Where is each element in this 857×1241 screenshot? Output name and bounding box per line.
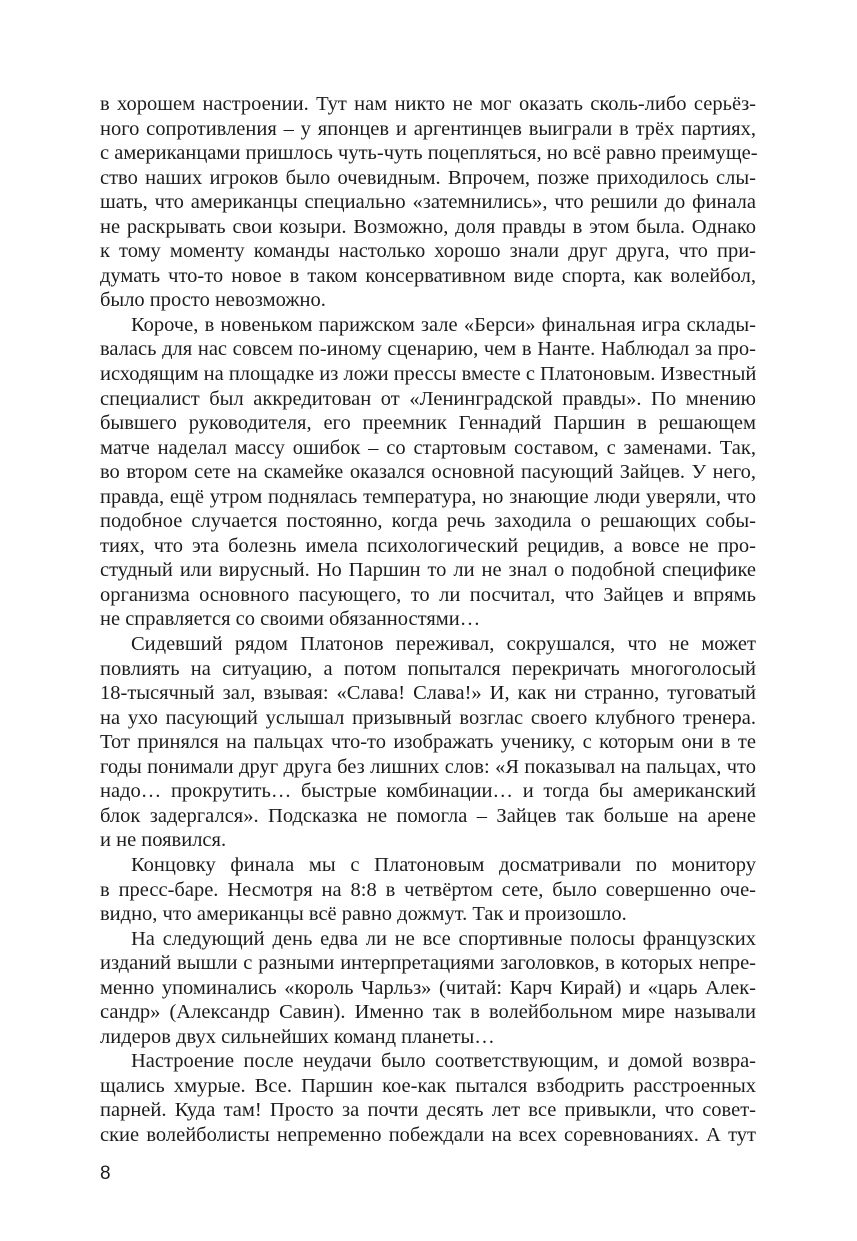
text-line: парней. Куда там! Просто за почти десять лет все привыкли, что совет-: [100, 1099, 756, 1122]
text-line: валась для нас совсем по-иному сценарию, чем в Нанте. Наблюдал за про-: [100, 338, 756, 361]
text-line: Сидевший рядом Платонов переживал, сокрушался, что не может: [131, 633, 756, 656]
text-line: На следующий день едва ли не все спортивные полосы французских: [131, 927, 756, 950]
text-line: не раскрывать свои козыри. Возможно, доля правды в этом была. Однако: [100, 215, 756, 238]
text-line: правда, ещё утром поднялась температура, но знающие люди уверяли, что: [100, 485, 756, 508]
text-line: к тому моменту команды настолько хорошо знали друг друга, что при-: [100, 240, 756, 263]
text-line: Короче, в новеньком парижском зале «Берси» финальная игра склады-: [131, 313, 756, 336]
text-line: студный или вирусный. Но Паршин то ли не знал о подобной специфике: [100, 559, 756, 582]
text-line: в хорошем настроении. Тут нам никто не мог оказать сколь-либо серьёз-: [100, 93, 756, 115]
text-line: Настроение после неудачи было соответствующим, и домой возвра-: [131, 1050, 756, 1073]
text-line: шать, что американцы специально «затемнились», что решили до финала: [100, 191, 756, 214]
text-line: во втором сете на скамейке оказался основной пасующий Зайцев. У него,: [100, 461, 756, 484]
text-line: лидеров двух сильнейших команд планеты…: [100, 1025, 495, 1048]
page-number: 8: [100, 1163, 111, 1184]
text-line: думать что-то новое в таком консервативном виде спорта, как волейбол,: [100, 264, 756, 287]
text-line: щались хмурые. Все. Паршин кое-как пытался взбодрить расстроенных: [100, 1074, 756, 1097]
text-line: сандр» (Александр Савин). Именно так в волейбольном мире называли: [100, 1001, 756, 1024]
text-line: бывшего руководителя, его преемник Геннадий Паршин в решающем: [100, 412, 756, 435]
text-line: специалист был аккредитован от «Ленинградской правды». По мнению: [100, 387, 756, 410]
text-line: ские волейболисты непременно побеждали на всех соревнованиях. А тут: [100, 1123, 756, 1146]
text-line: менно упоминались «король Чарльз» (читай: Карч Кирай) и «царь Алек-: [100, 976, 756, 999]
text-line: с американцами пришлось чуть-чуть поцепляться, но всё равно преимуще-: [100, 142, 758, 165]
text-line: видно, что американцы всё равно дожмут. Так и произошло.: [100, 903, 627, 926]
text-line: подобное случается постоянно, когда речь заходила о решающих собы-: [100, 510, 756, 533]
text-line: ство наших игроков было очевидным. Впрочем, позже приходилось слы-: [100, 166, 756, 189]
text-line: изданий вышли с разными интерпретациями заголовков, в которых непре-: [100, 952, 756, 975]
text-line: блок задергался». Подсказка не помогла – Зайцев так больше на арене: [100, 804, 756, 827]
text-line: на ухо пасующий услышал призывный возглас своего клубного тренера.: [100, 706, 756, 729]
text-line: было просто невозможно.: [100, 289, 326, 312]
text-line: организма основного пасующего, то ли посчитал, что Зайцев и впрямь: [100, 583, 756, 606]
body-text: [100, 92, 756, 1148]
text-line: надо… прокрутить… быстрые комбинации… и тогда бы американский: [100, 780, 756, 803]
text-line: повлиять на ситуацию, а потом попытался перекричать многоголосый: [100, 657, 756, 680]
text-line: матче наделал массу ошибок – со стартовым составом, с заменами. Так,: [100, 436, 756, 459]
text-line: годы понимали друг друга без лишних слов: «Я показывал на пальцах, что: [100, 755, 756, 778]
text-line: Концовку финала мы с Платоновым досматривали по монитору: [131, 853, 756, 876]
text-line: исходящим на площадке из ложи прессы вместе с Платоновым. Известный: [100, 363, 757, 386]
text-line: ного сопротивления – у японцев и аргентинцев выиграли в трёх партиях,: [100, 117, 756, 140]
text-line: и не появился.: [100, 829, 227, 852]
text-line: тиях, что эта болезнь имела психологический рецидив, а вовсе не про-: [100, 534, 756, 557]
text-line: в пресс-баре. Несмотря на 8:8 в четвёртом сете, было совершенно оче-: [100, 878, 756, 901]
text-line: 18-тысячный зал, взывая: «Слава! Слава!» И, как ни странно, туговатый: [100, 682, 756, 705]
text-line: Тот принялся на пальцах что-то изображать ученику, с которым они в те: [100, 731, 756, 754]
text-line: не справляется со своими обязанностями…: [100, 608, 481, 631]
